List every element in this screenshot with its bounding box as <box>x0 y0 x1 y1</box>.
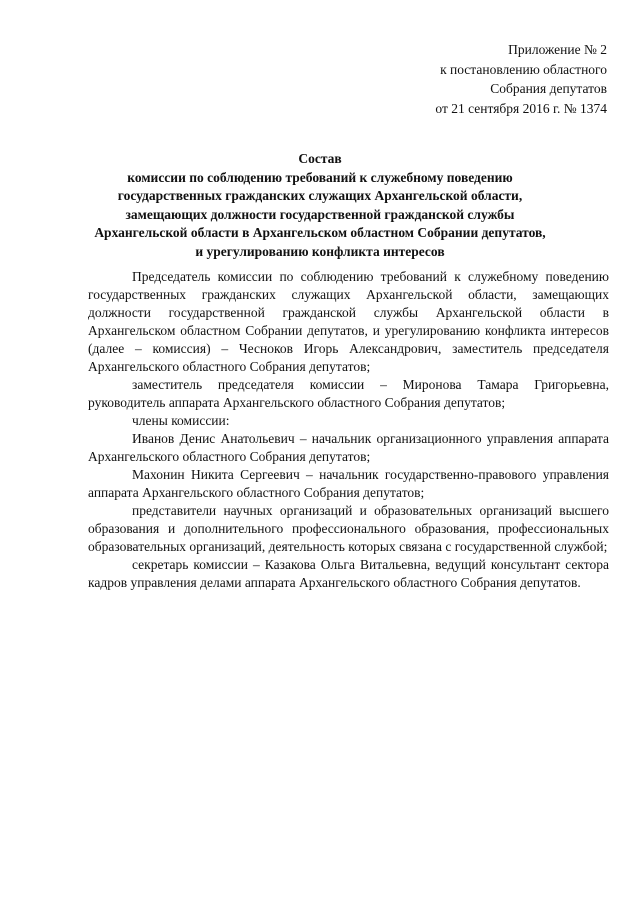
appendix-number: Приложение № 2 <box>508 42 607 57</box>
title-line: комиссии по соблюдению требований к служебному поведению <box>127 169 513 185</box>
appendix-body: Собрания депутатов <box>490 81 607 96</box>
document-title <box>60 150 580 261</box>
paragraph-member: Махонин Никита Сергеевич – начальник государственно-правового управления аппарата Архангельского областного Собрания депутатов; <box>88 467 609 500</box>
appendix-block <box>307 40 607 118</box>
title-line: замещающих должности государственной гражданской службы <box>125 206 515 222</box>
appendix-date: от 21 сентября 2016 г. № 1374 <box>435 100 607 116</box>
paragraph-member: Иванов Денис Анатольевич – начальник организационного управления аппарата Архангельского областного Собрания депутатов; <box>88 431 609 464</box>
title-line: и урегулированию конфликта интересов <box>195 243 445 259</box>
title-heading: Состав <box>298 151 342 166</box>
paragraph-representatives: представители научных организаций и образовательных организаций высшего образования и дополнительного профессионального образования, профессиональных образовательных организаций, деятельность которых связана с государственной службой; <box>88 503 609 554</box>
paragraph-deputy: заместитель председателя комиссии – Миронова Тамара Григорьевна, руководитель аппарата Архангельского областного Собрания депутатов; <box>88 377 609 410</box>
document-body <box>88 268 609 592</box>
paragraph-chairman: Председатель комиссии по соблюдению требований к служебному поведению государственных гражданских служащих Архангельской области, замещающих должности государственной гражданской службы Архангельской области в Архангельском областном Собрании депутатов, и урегулированию конфликта интересов (далее – комиссия) – Чесноков Игорь Александрович, заместитель председателя Архангельского областного Собрания депутатов; <box>88 269 609 374</box>
title-line: Архангельской области в Архангельском областном Собрании депутатов, <box>94 225 546 240</box>
appendix-reference: к постановлению областного <box>440 61 607 77</box>
paragraph-members-label: члены комиссии: <box>132 413 230 428</box>
title-line: государственных гражданских служащих Архангельской области, <box>117 188 523 203</box>
paragraph-secretary: секретарь комиссии – Казакова Ольга Витальевна, ведущий консультант сектора кадров управления делами аппарата Архангельского областного Собрания депутатов. <box>88 557 609 590</box>
